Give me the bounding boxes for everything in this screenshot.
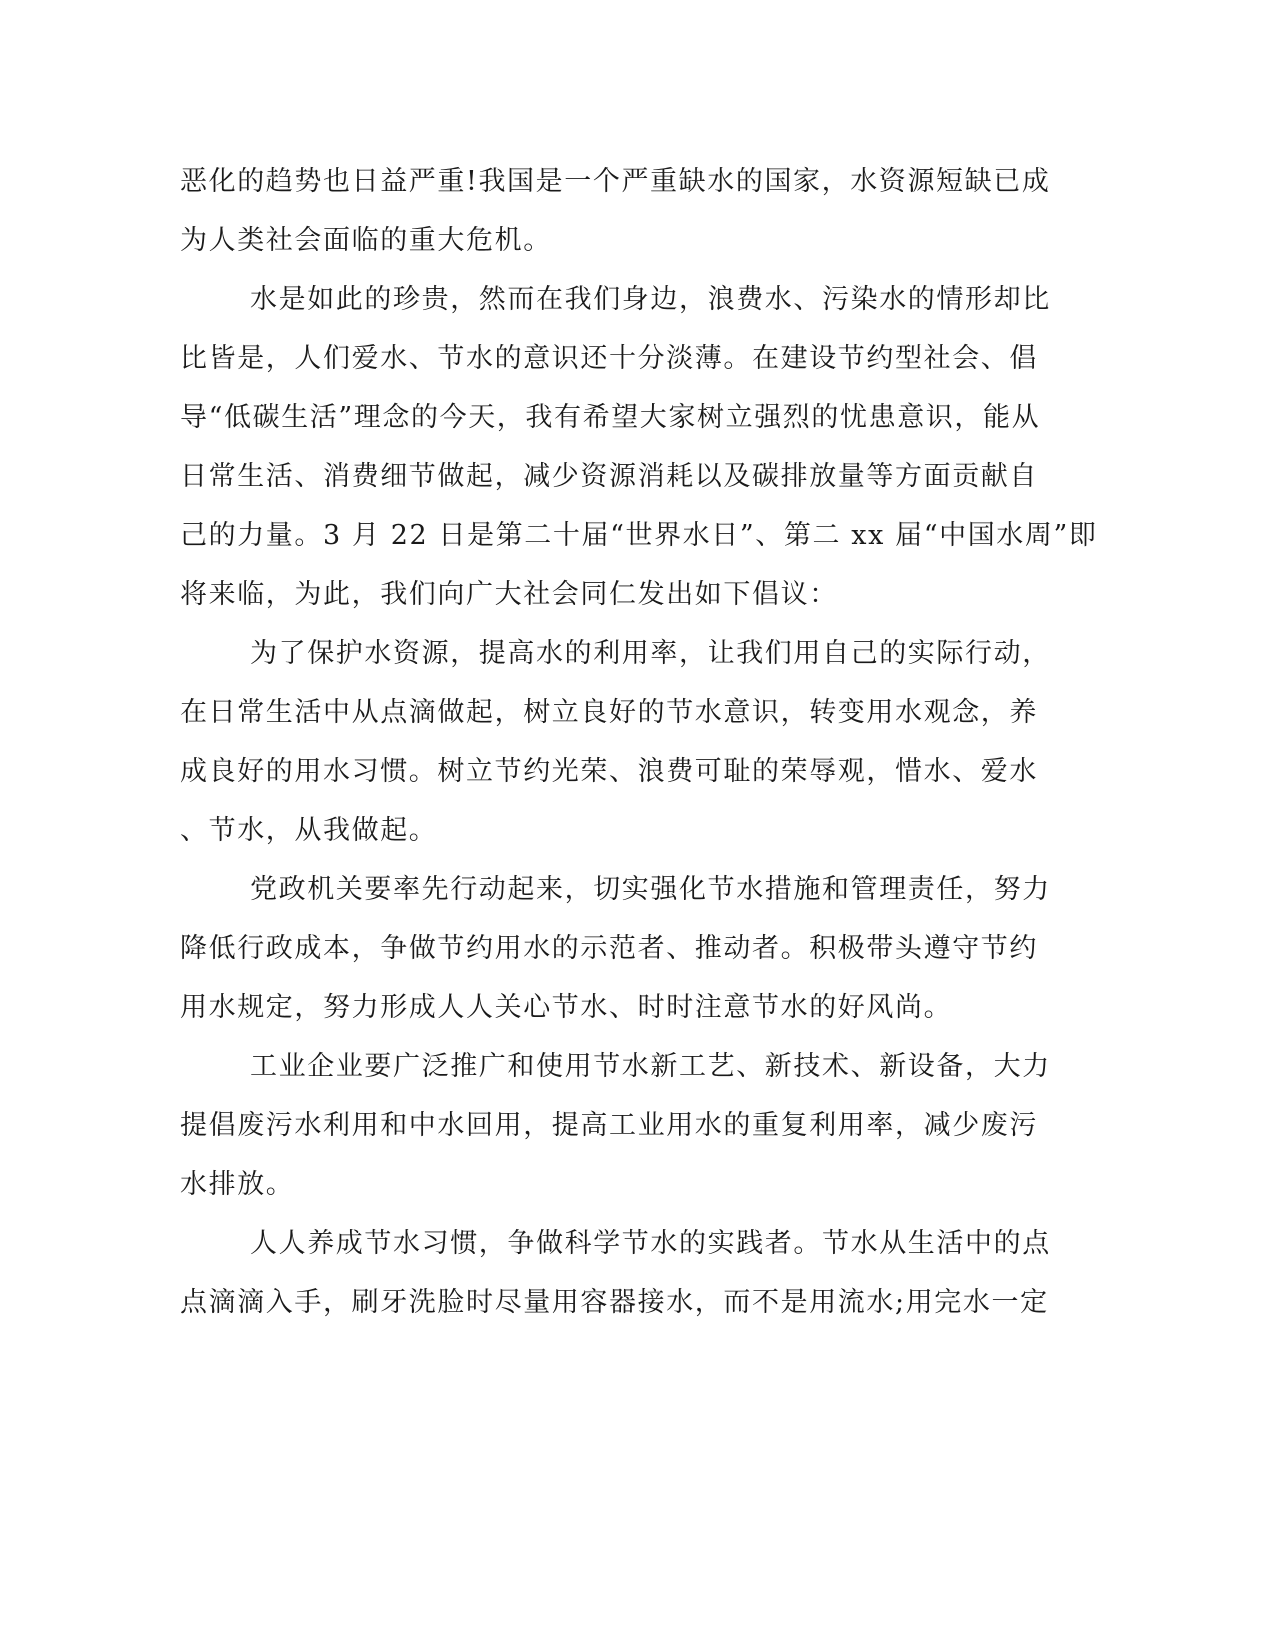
text-line: 成良好的用水习惯。树立节约光荣、浪费可耻的荣辱观，惜水、爱水: [180, 756, 1038, 787]
text-line: 为人类社会面临的重大危机。: [180, 225, 552, 256]
text-line: 恶化的趋势也日益严重!我国是一个严重缺水的国家，水资源短缺已成: [180, 166, 1051, 197]
text-line: 导“低碳生活”理念的今天，我有希望大家树立强烈的忧患意识，能从: [180, 402, 1041, 433]
text-line: 降低行政成本，争做节约用水的示范者、推动者。积极带头遵守节约: [180, 933, 1038, 964]
text-line: 点滴滴入手，刷牙洗脸时尽量用容器接水，而不是用流水;用完水一定: [180, 1287, 1049, 1318]
text-line: 日常生活、消费细节做起，减少资源消耗以及碳排放量等方面贡献自: [180, 461, 1038, 492]
text-line: 水排放。: [180, 1169, 295, 1200]
text-line: 人人养成节水习惯，争做科学节水的实践者。节水从生活中的点: [250, 1228, 1051, 1259]
text-line: 为了保护水资源，提高水的利用率，让我们用自己的实际行动，: [250, 638, 1051, 669]
text-line: 工业企业要广泛推广和使用节水新工艺、新技术、新设备，大力: [250, 1051, 1051, 1082]
text-line: 比皆是，人们爱水、节水的意识还十分淡薄。在建设节约型社会、倡: [180, 343, 1038, 374]
text-line: 将来临，为此，我们向广大社会同仁发出如下倡议：: [180, 579, 838, 610]
text-line: 己的力量。3 月 22 日是第二十届“世界水日”、第二 xx 届“中国水周”即: [180, 520, 1098, 551]
text-line: 在日常生活中从点滴做起，树立良好的节水意识，转变用水观念，养: [180, 697, 1038, 728]
text-line: 、节水，从我做起。: [180, 815, 438, 846]
text-line: 用水规定，努力形成人人关心节水、时时注意节水的好风尚。: [180, 992, 953, 1023]
text-line: 提倡废污水利用和中水回用，提高工业用水的重复利用率，减少废污: [180, 1110, 1038, 1141]
text-line: 党政机关要率先行动起来，切实强化节水措施和管理责任，努力: [250, 874, 1051, 905]
text-line: 水是如此的珍贵，然而在我们身边，浪费水、污染水的情形却比: [250, 284, 1051, 315]
